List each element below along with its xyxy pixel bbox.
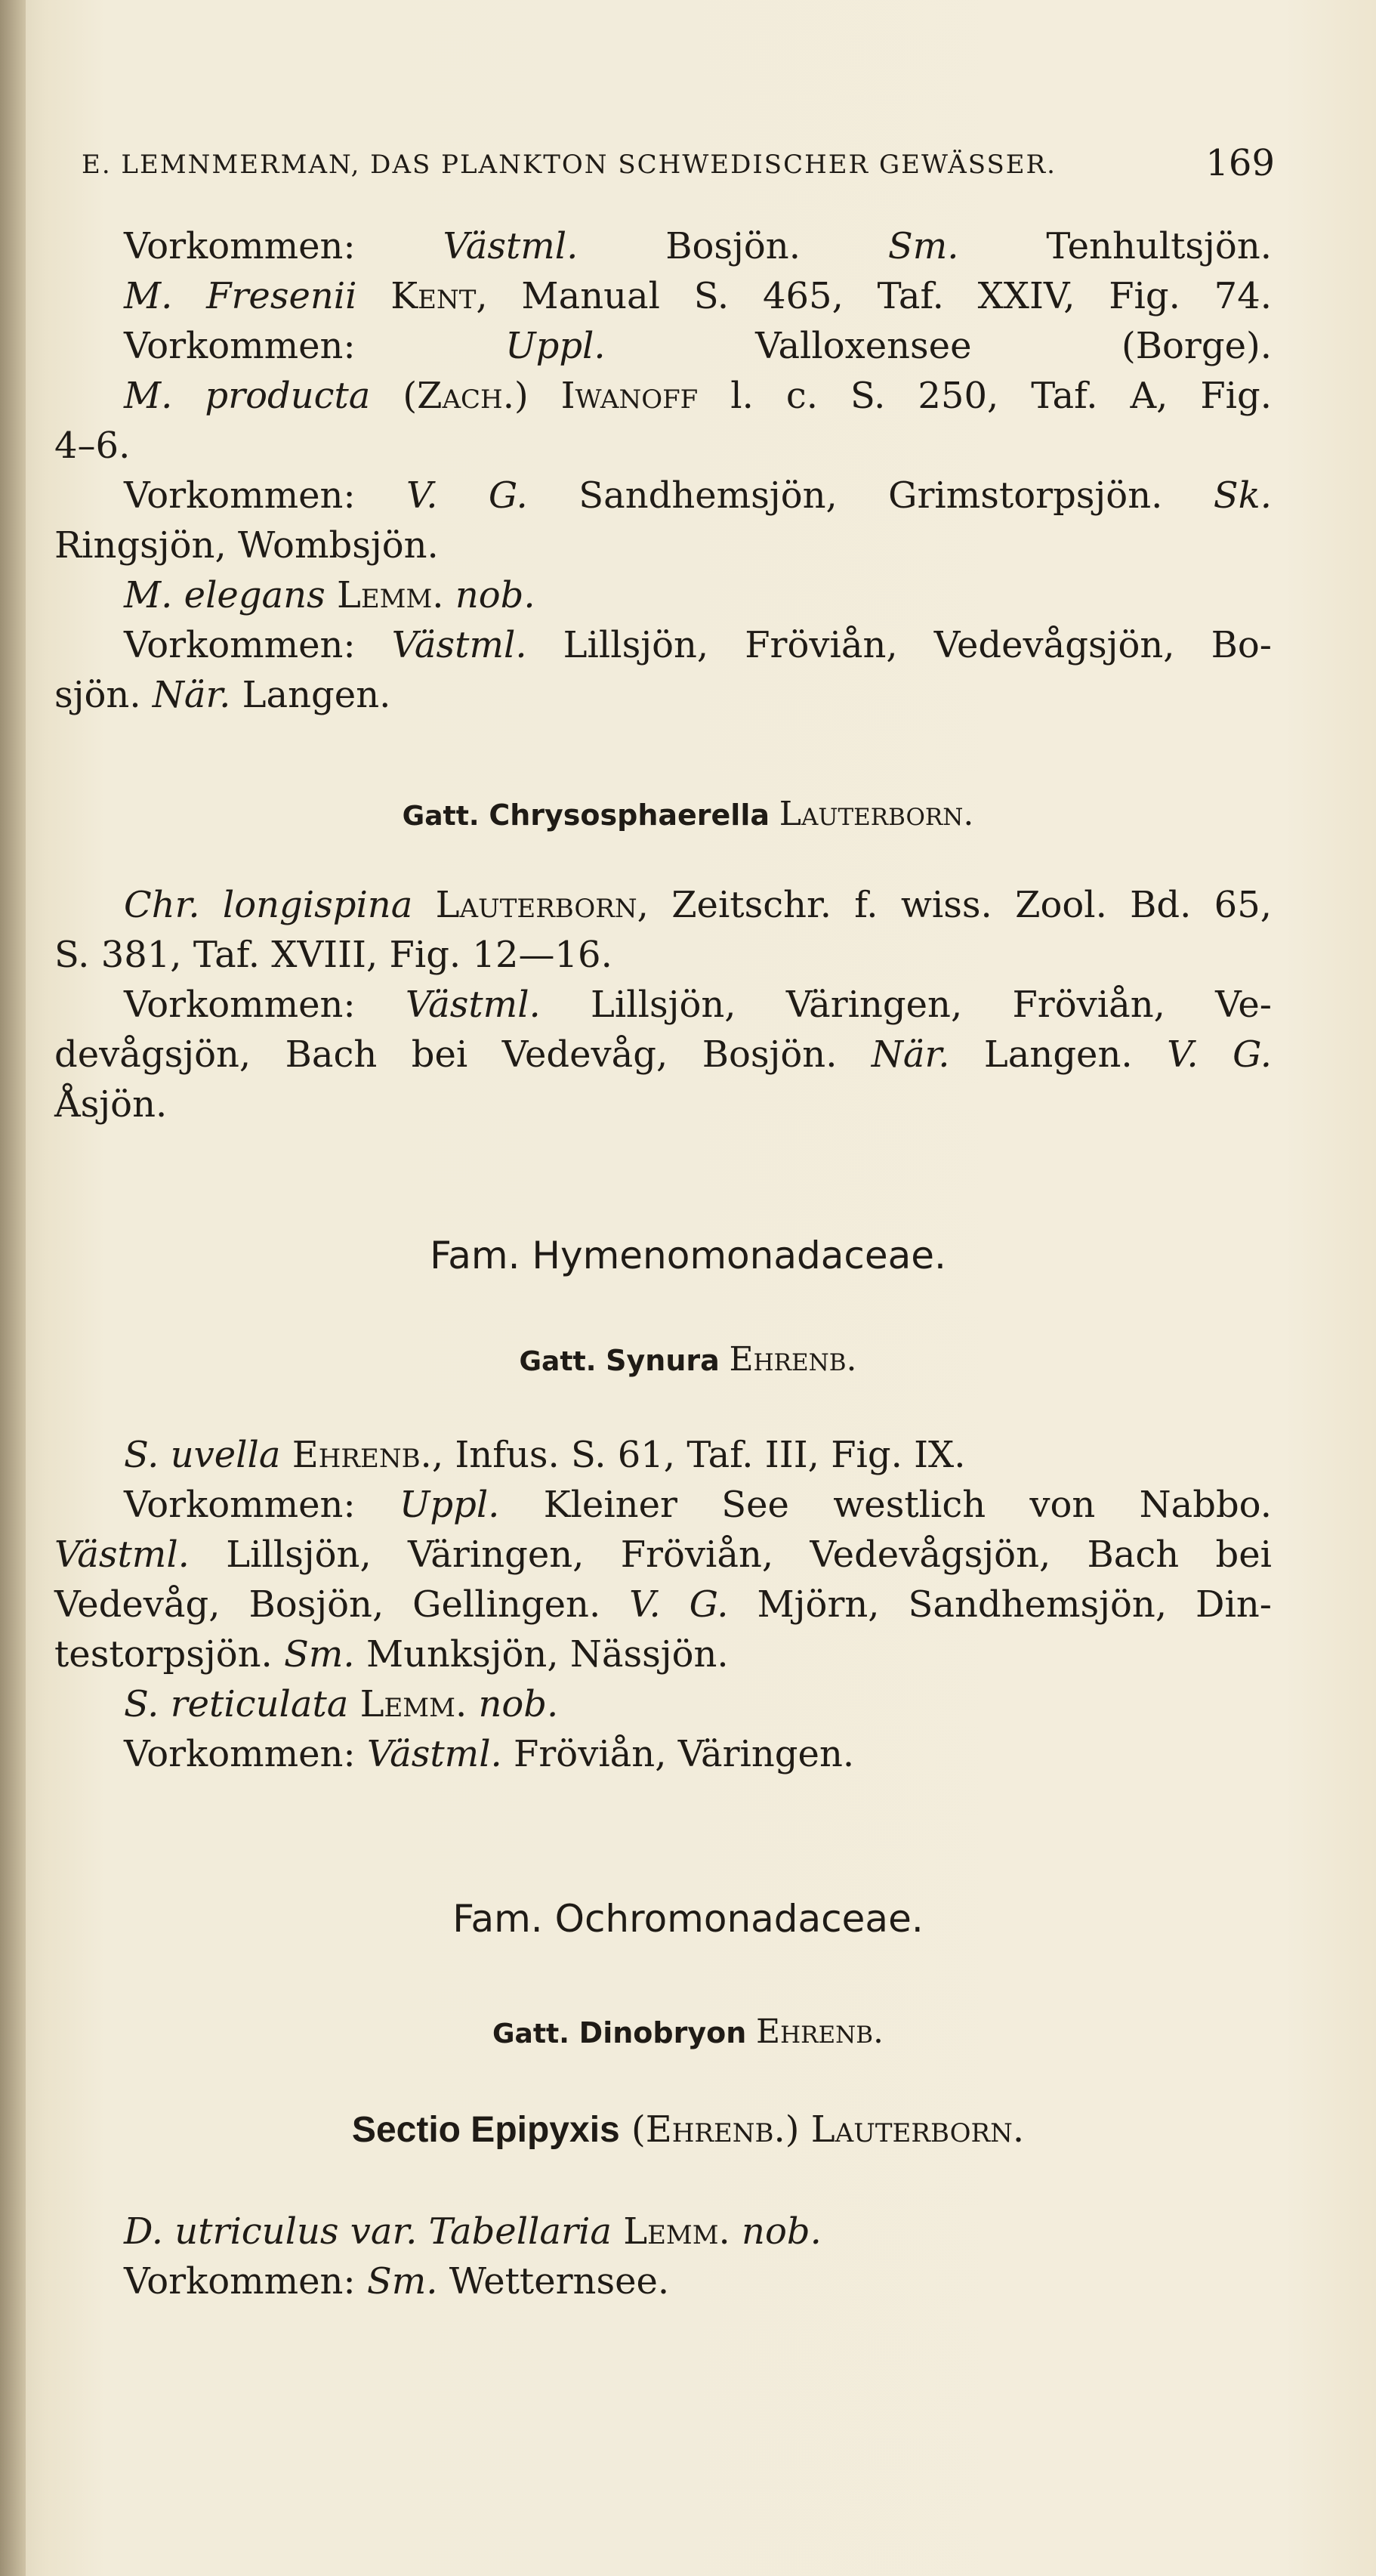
section-heading-epipyxis: Sectio Epipyxis (Ehrenb.) Lauterborn. xyxy=(351,2108,1025,2151)
family-heading-ochromonadaceae: Fam. Ochromonadaceae. xyxy=(452,1897,924,1941)
text-line: S. 381, Taf. XVIII, Fig. 12—16. xyxy=(54,934,612,976)
page-number: 169 xyxy=(1205,142,1275,184)
genus-heading-dinobryon: Gatt. Dinobryon Ehrenb. xyxy=(492,2012,884,2051)
text-line: 4–6. xyxy=(54,425,131,467)
text-line: Vorkommen: Västml. Bosjön. Sm. Tenhultsjön. xyxy=(124,225,1272,267)
text-line: S. reticulata Lemm. nob. xyxy=(124,1683,559,1725)
running-head xyxy=(82,142,1275,187)
text-line: Chr. longispina Lauterborn, Zeitschr. f. wiss. Zool. Bd. 65, xyxy=(124,884,1273,926)
genus-heading-chrysosphaerella: Gatt. Chrysosphaerella Lauterborn. xyxy=(402,795,974,833)
text-line: Åsjön. xyxy=(54,1083,168,1126)
text-line: Vorkommen: Västml. Lillsjön, Fröviån, Vedevågsjön, Bo- xyxy=(124,624,1272,666)
text-line: M. Fresenii Kent, Manual S. 465, Taf. XXIV, Fig. 74. xyxy=(124,275,1272,317)
text-line: D. utriculus var. Tabellaria Lemm. nob. xyxy=(124,2210,822,2253)
text-line: sjön. När. Langen. xyxy=(54,674,391,716)
text-line: M. producta (Zach.) Iwanoff l. c. S. 250, Taf. A, Fig. xyxy=(124,375,1273,417)
text-line: M. elegans Lemm. nob. xyxy=(124,574,535,616)
text-line: Ringsjön, Wombsjön. xyxy=(54,524,439,567)
text-line: Vedevåg, Bosjön, Gellingen. V. G. Mjörn, Sandhemsjön, Din- xyxy=(54,1583,1273,1626)
text-line: Vorkommen: Uppl. Valloxensee (Borge). xyxy=(124,325,1272,367)
genus-heading-synura: Gatt. Synura Ehrenb. xyxy=(519,1340,857,1379)
text-line: Vorkommen: Sm. Wetternsee. xyxy=(124,2260,670,2303)
text-line: devågsjön, Bach bei Vedevåg, Bosjön. När. Langen. V. G. xyxy=(54,1033,1272,1076)
text-line: S. uvella Ehrenb., Infus. S. 61, Taf. III, Fig. IX. xyxy=(124,1434,966,1476)
family-heading-hymenomonadaceae: Fam. Hymenomonadaceae. xyxy=(430,1234,946,1277)
book-gutter-shadow xyxy=(0,0,26,2576)
text-line: Vorkommen: V. G. Sandhemsjön, Grimstorpsjön. Sk. xyxy=(124,474,1272,517)
text-line: Vorkommen: Västml. Lillsjön, Väringen, Fröviån, Ve- xyxy=(124,984,1272,1026)
running-title: E. LEMNMERMAN, DAS PLANKTON SCHWEDISCHER GEWÄSSER. xyxy=(82,150,1057,180)
text-line: Vorkommen: Västml. Fröviån, Väringen. xyxy=(124,1733,855,1775)
text-line: Vorkommen: Uppl. Kleiner See westlich von Nabbo. xyxy=(124,1484,1272,1526)
text-line: Västml. Lillsjön, Väringen, Fröviån, Vedevågsjön, Bach bei xyxy=(54,1534,1272,1576)
text-line: testorpsjön. Sm. Munksjön, Nässjön. xyxy=(54,1633,729,1676)
